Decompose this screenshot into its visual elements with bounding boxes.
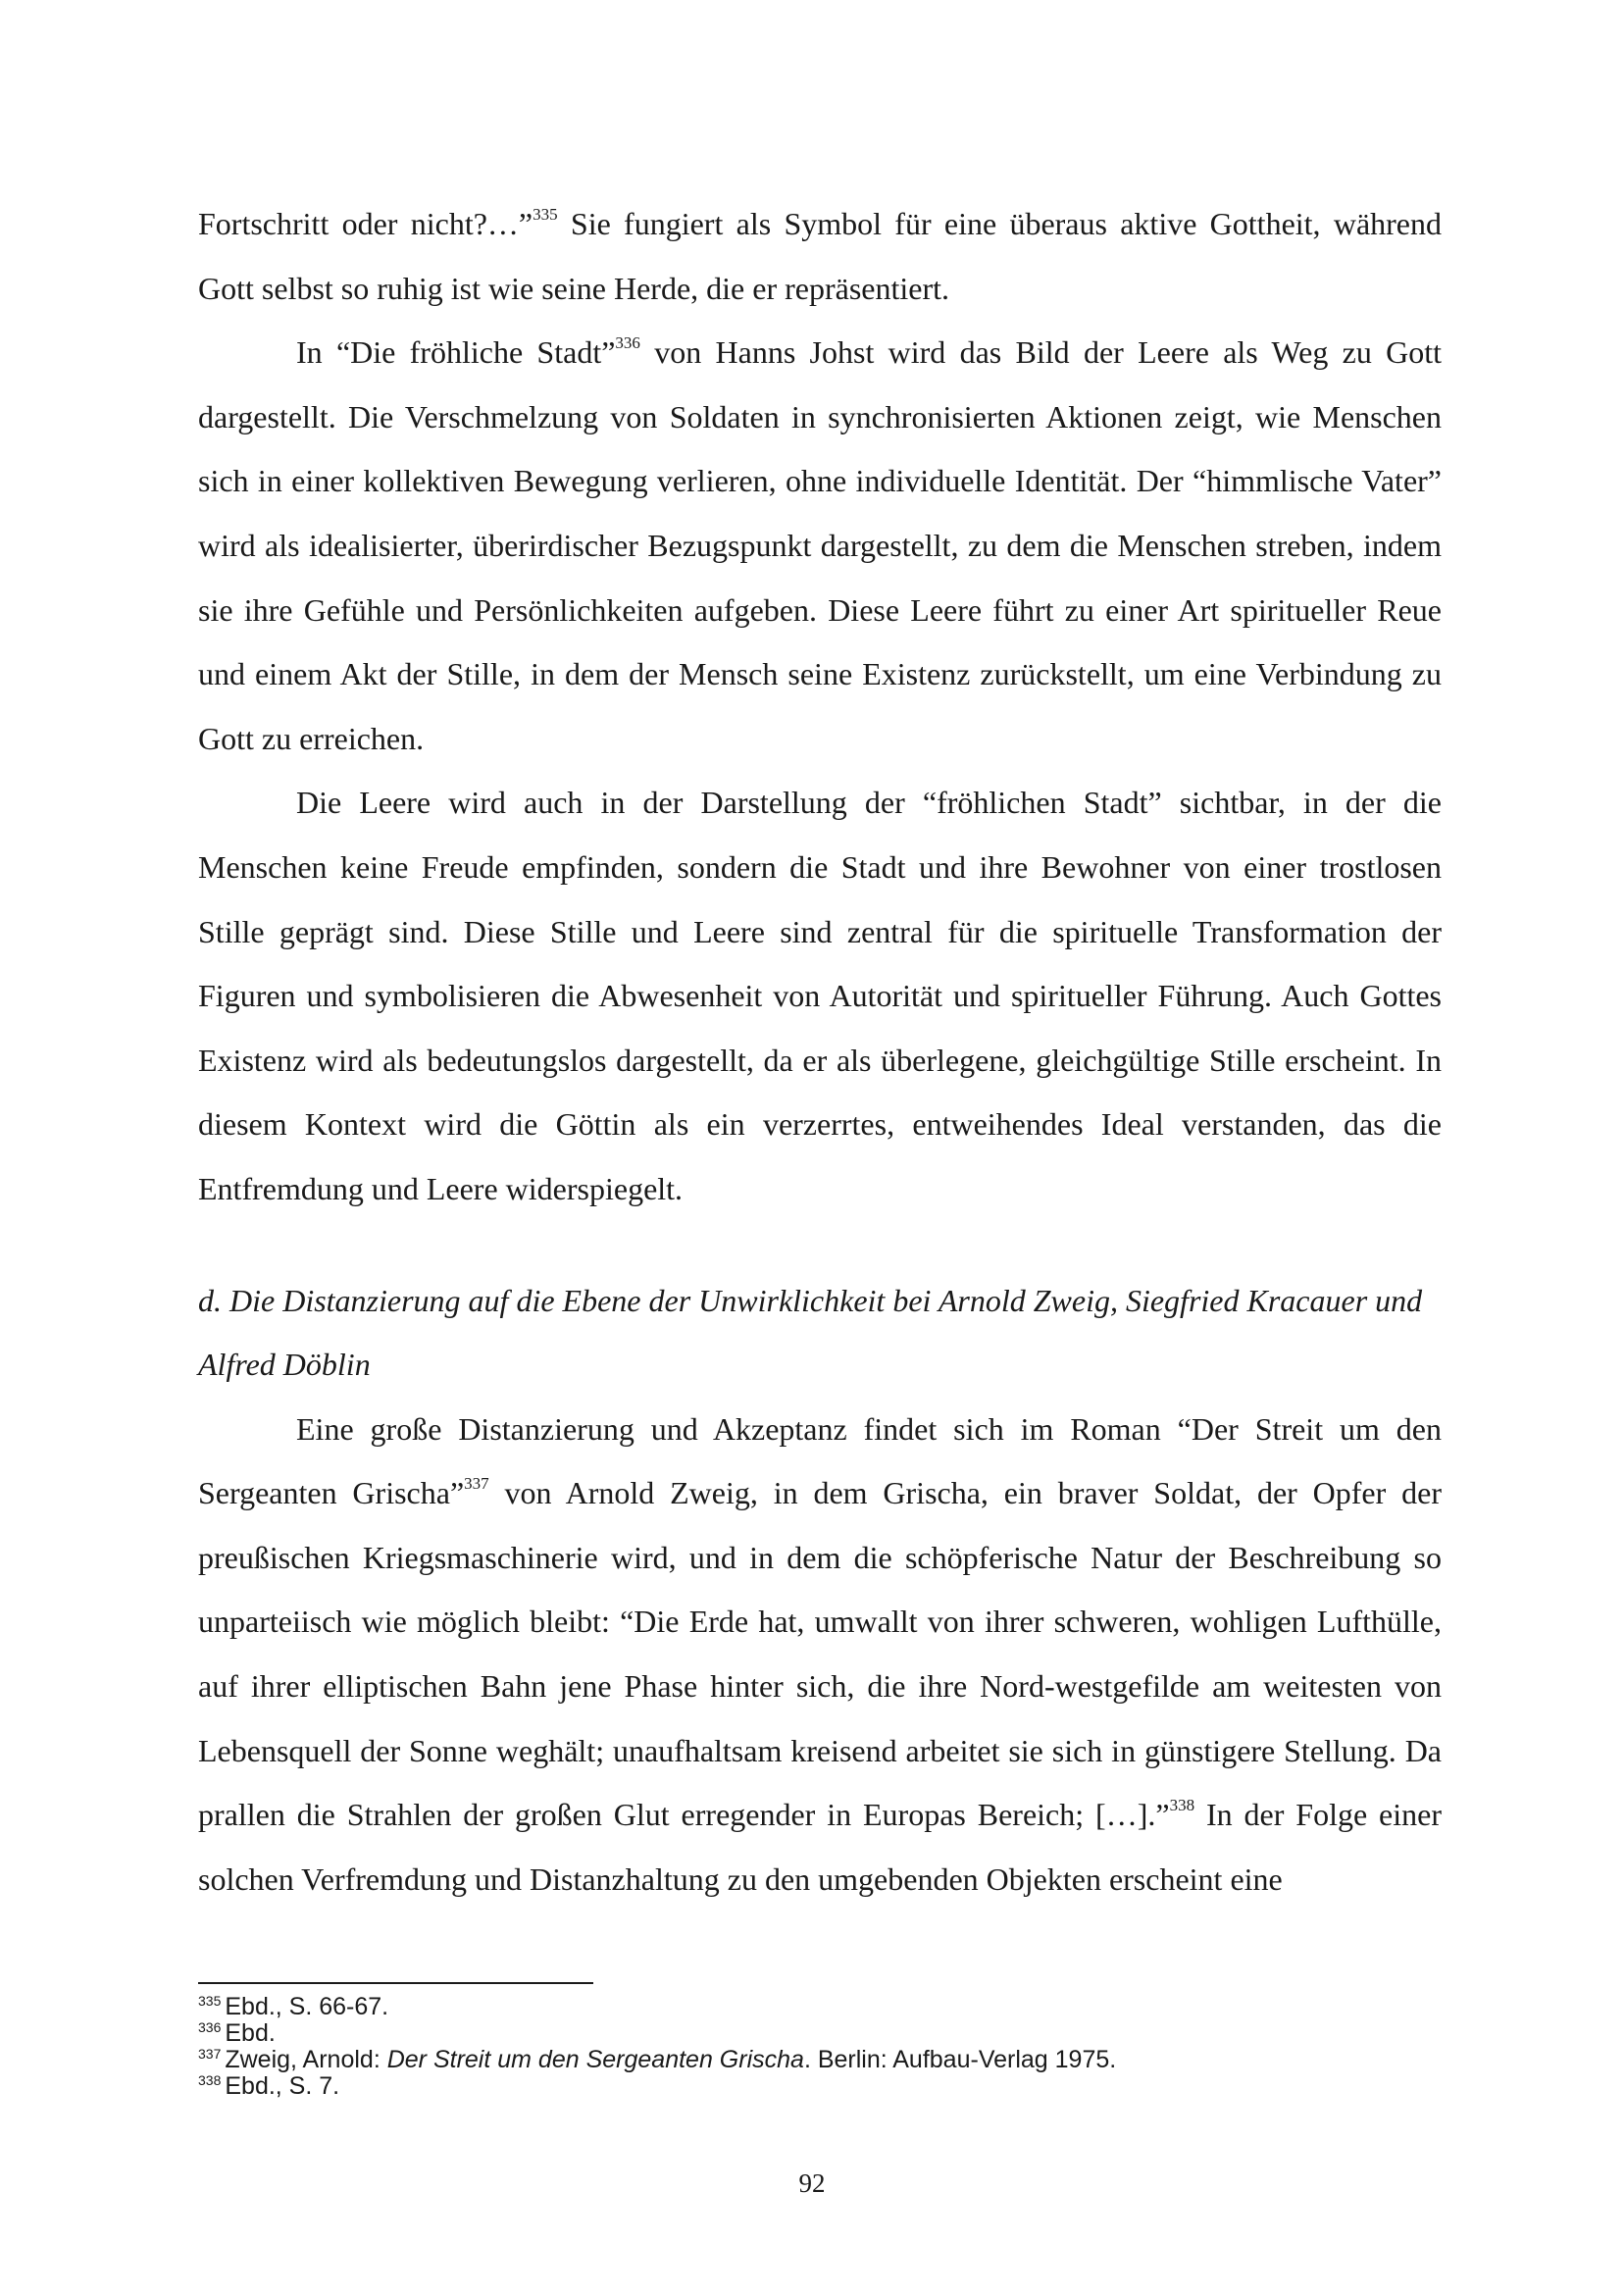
footnote-reference: 336 xyxy=(615,333,640,353)
paragraph: Fortschritt oder nicht?…”$^{335}$ Sie fungiert als Symbol für eine überaus aktive Gottheit, während Gott selbst so ruhig ist wie seine Herde, die er repräsentiert. xyxy=(198,205,1443,306)
footnote-reference: 338 xyxy=(1169,1796,1195,1815)
footnote: $^{336}$ Ebd. xyxy=(198,2019,276,2047)
footnote-separator xyxy=(198,1982,593,1984)
body-text xyxy=(198,192,1442,1912)
footnote: $^{338}$ Ebd., S. 7. xyxy=(198,2072,340,2100)
footnote: $^{337}$ Zweig, Arnold: Der Streit um den Sergeanten Grischa. Berlin: Aufbau-Verlag 1975. xyxy=(198,2046,1117,2073)
footnote-reference: 337 xyxy=(464,1474,489,1494)
footnotes xyxy=(198,1994,1442,2100)
section-heading: d. Die Distanzierung auf die Ebene der Unwirklichkeit bei Arnold Zweig, Siegfried Kracauer und Alfred Döblin xyxy=(198,1282,1423,1383)
footnote-reference: 335 xyxy=(533,205,558,224)
footnote: $^{335}$ Ebd., S. 66-67. xyxy=(198,1993,389,2020)
paragraph: Eine große Distanzierung und Akzeptanz findet sich im Roman “Der Streit um den Sergeanten Grischa”$^{337}$ von Arnold Zweig, in dem Grischa, ein braver Soldat, der Opfer der preußischen Kriegsmaschinerie wird, und in dem die schöpferische Natur der Beschreibung so unparteiisch wie möglich bleibt: “Die Erde hat, umwallt von ihrer schweren, wohligen Lufthülle, auf ihrer elliptischen Bahn jene Phase hinter sich, die ihre Nord-westgefilde am weitesten von Lebensquell der Sonne weghält; unaufhaltsam kreisend arbeitet sie sich in günstigere Stellung. Da prallen die Strahlen der großen Glut erregender in Europas Bereich; […].”$^{338}$ In der Folge einer solchen Verfremdung und Distanzhaltung zu den umgebenden Objekten erscheint eine xyxy=(198,1410,1443,1897)
paragraph: Die Leere wird auch in der Darstellung der “fröhlichen Stadt” sichtbar, in der die Menschen keine Freude empfinden, sondern die Stadt und ihre Bewohner von einer trostlosen Stille geprägt sind. Diese Stille und Leere sind zentral für die spirituelle Transformation der Figuren und symbolisieren die Abwesenheit von Autorität und spiritueller Führung. Auch Gottes Existenz wird als bedeutungslos dargestellt, da er als überlegene, gleichgültige Stille erscheint. In diesem Kontext wird die Göttin als ein verzerrtes, entweihendes Ideal verstanden, das die Entfremdung und Leere widerspiegelt. xyxy=(198,785,1442,1206)
paragraph: In “Die fröhliche Stadt”$^{336}$ von Hanns Johst wird das Bild der Leere als Weg zu Gott dargestellt. Die Verschmelzung von Soldaten in synchronisierten Aktionen zeigt, wie Menschen sich in einer kollektiven Bewegung verlieren, ohne individuelle Identität. Der “himmlische Vater” wird als idealisierter, überirdischer Bezugspunkt dargestellt, zu dem die Menschen streben, indem sie ihre Gefühle und Persönlichkeiten aufgeben. Diese Leere führt zu einer Art spiritueller Reue und einem Akt der Stille, in dem der Mensch seine Existenz zurückstellt, um eine Verbindung zu Gott zu erreichen. xyxy=(198,333,1442,756)
page-number: 92 xyxy=(798,2168,826,2198)
